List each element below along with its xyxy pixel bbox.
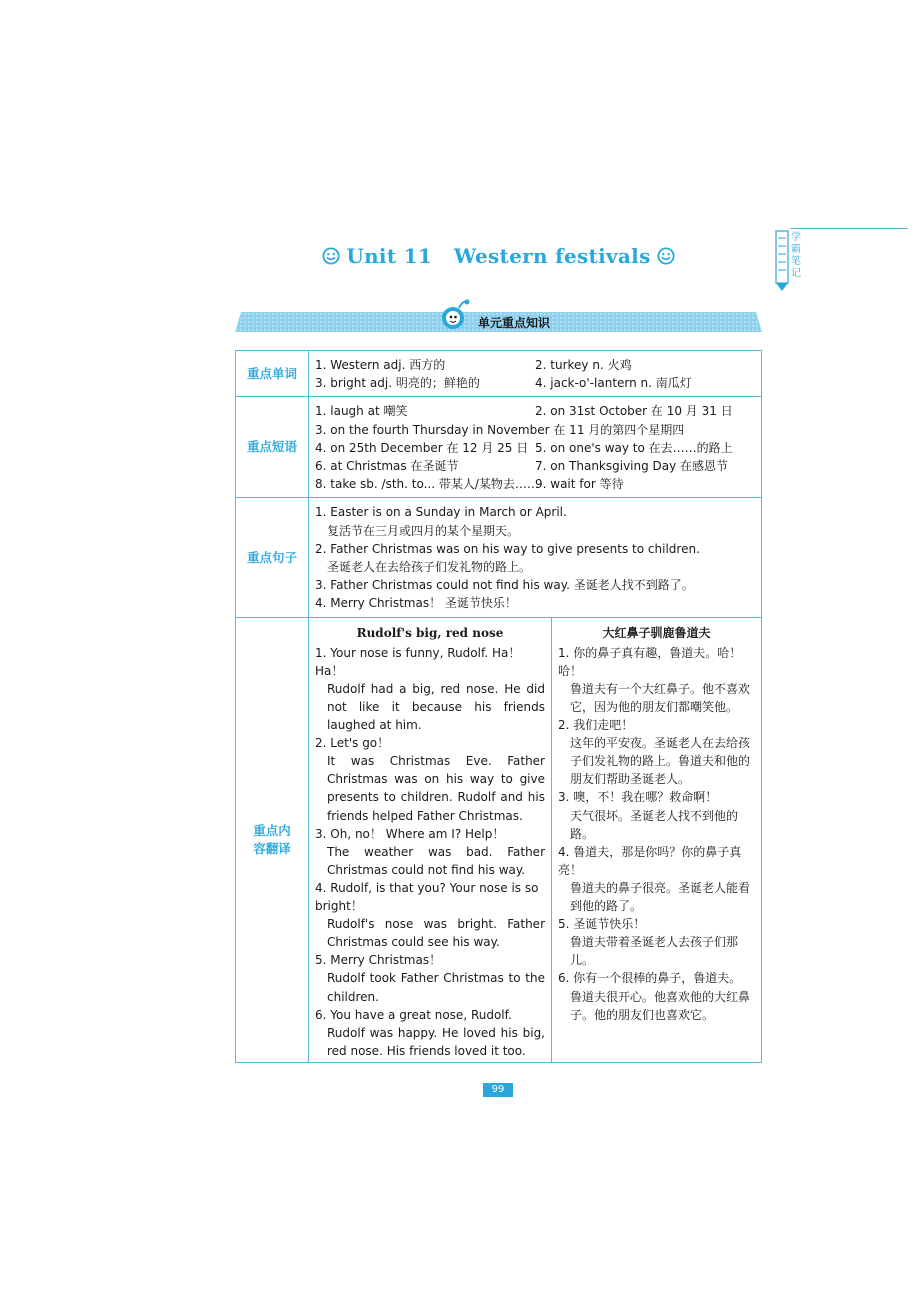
sentence-line: 3. Father Christmas could not find his way. 圣诞老人找不到路了。 [315, 578, 694, 593]
banner-label: 单元重点知识 [478, 316, 551, 330]
english-story-title: Rudolf's big, red nose [356, 625, 504, 640]
phrase-item: 5. on one's way to 在去……的路上 [535, 440, 733, 455]
side-tab-label: 学 霸 笔 记 [791, 232, 801, 279]
sentences-row [236, 498, 762, 617]
vocab-list [315, 356, 755, 392]
sentence-line: 4. Merry Christmas！ 圣诞节快乐！ [315, 596, 517, 611]
english-paragraph: 6. You have a great nose, Rudolf. Rudolf was happy. He loved his big, red nose. His friends loved it too. [315, 1007, 545, 1058]
phrases-category: 重点短语 [236, 397, 309, 498]
mascot-icon [437, 294, 477, 334]
knowledge-table [235, 350, 762, 1063]
chinese-paragraph: 5. 圣诞节快乐！ 鲁道夫带着圣诞老人去孩子们那儿。 [558, 917, 739, 968]
phrase-item: 9. wait for 等待 [535, 477, 624, 492]
page-number: 99 [483, 1083, 513, 1097]
english-paragraph: 2. Let's go！ It was Christmas Eve. Father Christmas was on his way to give presents to children. Rudolf and his friends helped Father Christmas. [315, 736, 545, 823]
sentences-category: 重点句子 [236, 498, 309, 617]
side-divider-line [790, 228, 908, 229]
vocab-item: 4. jack-o'-lantern n. 南瓜灯 [535, 376, 692, 391]
phrase-item: 6. at Christmas 在圣诞节 [315, 459, 459, 474]
vocab-item: 1. Western adj. 西方的 [315, 358, 446, 372]
translation-category: 重点内 容翻译 [236, 617, 309, 1062]
phrase-item: 2. on 31st October 在 10 月 31 日 [535, 404, 733, 419]
english-paragraph: 5. Merry Christmas！ Rudolf took Father Christmas to the children. [315, 953, 545, 1004]
smiley-icon [657, 247, 675, 265]
page-title [0, 244, 920, 268]
english-paragraph: 3. Oh, no！ Where am I? Help！ The weather was bad. Father Christmas could not find his way. [315, 826, 545, 877]
translation-row [236, 617, 762, 1062]
english-text-column [309, 618, 552, 1062]
chinese-text-column [552, 618, 762, 1062]
phrase-item: 4. on 25th December 在 12 月 25 日 [315, 440, 529, 455]
sentence-line: 1. Easter is on a Sunday in March or April. [315, 505, 567, 520]
chinese-paragraph: 6. 你有一个很棒的鼻子，鲁道夫。 鲁道夫很开心。他喜欢他的大红鼻子。他的朋友们也喜欢它。 [558, 971, 751, 1022]
phrase-item: 1. laugh at 嘲笑 [315, 404, 408, 419]
phrase-item: 8. take sb. /sth. to... 带某人/某物去…… [315, 477, 539, 492]
phrase-item: 3. on the fourth Thursday in November 在 11 月的第四个星期四 [315, 422, 685, 437]
vocab-row [236, 351, 762, 397]
sentence-line: 2. Father Christmas was on his way to give presents to children. [315, 541, 700, 556]
vocab-category: 重点单词 [236, 351, 309, 397]
chinese-paragraph: 4. 鲁道夫，那是你吗？你的鼻子真亮！ 鲁道夫的鼻子很亮。圣诞老人能看到他的路了。 [558, 844, 751, 914]
phrase-list [315, 402, 755, 493]
chinese-paragraph: 1. 你的鼻子真有趣，鲁道夫。哈！哈！ 鲁道夫有一个大红鼻子。他不喜欢它，因为他的朋友们都嘲笑他。 [558, 645, 751, 715]
chinese-paragraph: 2. 我们走吧！ 这年的平安夜。圣诞老人在去给孩子们发礼物的路上。鲁道夫和他的朋友们帮助圣诞老人。 [558, 718, 751, 787]
sentence-translation: 圣诞老人在去给孩子们发礼物的路上。 [327, 560, 532, 575]
translation-table [309, 618, 761, 1062]
smiley-icon [322, 247, 340, 265]
chinese-story-title: 大红鼻子驯鹿鲁道夫 [602, 625, 711, 640]
english-paragraph: 4. Rudolf, is that you? Your nose is so bright！ Rudolf's nose was bright. Father Christmas could see his way. [315, 880, 545, 950]
phrases-row [236, 397, 762, 498]
chinese-paragraph: 3. 噢，不！我在哪？救命啊！ 天气很坏。圣诞老人找不到他的路。 [558, 790, 739, 841]
sentence-translation: 复活节在三月或四月的某个星期天。 [327, 523, 520, 538]
vocab-item: 3. bright adj. 明亮的；鲜艳的 [315, 376, 480, 391]
phrase-item: 7. on Thanksgiving Day 在感恩节 [535, 459, 729, 474]
english-paragraph: 1. Your nose is funny, Rudolf. Ha！ Ha！ Rudolf had a big, red nose. He did not like it because his friends laughed at him. [315, 645, 545, 733]
vocab-item: 2. turkey n. 火鸡 [535, 358, 632, 372]
title-text: Unit 11 Western festivals [346, 244, 651, 268]
